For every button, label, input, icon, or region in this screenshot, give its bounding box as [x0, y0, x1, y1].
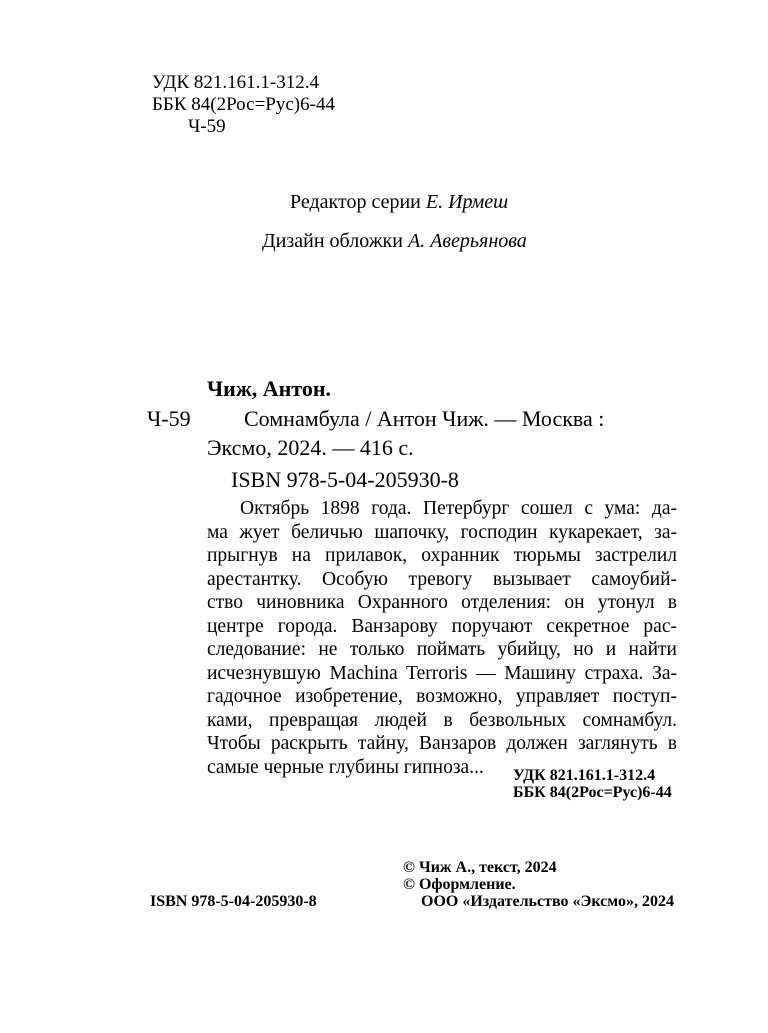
series-editor-name: Е. Ирмеш: [425, 191, 509, 213]
isbn-entry: ISBN 978-5-04-205930-8: [231, 467, 459, 492]
cover-design-label: Дизайн обложки: [262, 230, 403, 252]
annotation-line: ками, превращая людей в безвольных сомнамбул.: [207, 709, 677, 731]
bbk-code: ББК 84(2Рос=Рус)6-44: [152, 94, 335, 115]
series-editor-label: Редактор серии: [290, 191, 421, 213]
cover-design-name: А. Аверьянова: [407, 230, 527, 252]
cover-design-credit: [262, 230, 527, 253]
copyright-design: © Оформление.: [403, 876, 516, 893]
author-heading: Чиж, Антон.: [207, 376, 332, 401]
classification-block-bottom: [513, 767, 672, 801]
annotation-line: прыгнув на прилавок, охранник тюрьмы застрелил: [207, 545, 677, 566]
udk-code: УДК 821.161.1-312.4: [152, 72, 319, 93]
title-statement: Сомнамбула / Антон Чиж. — Москва :: [244, 406, 605, 431]
publication-statement: Эксмо, 2024. — 416 с.: [207, 435, 414, 460]
annotation-line: следование: не только поймать убийцу, но и найти: [207, 639, 677, 660]
annotation-line: ма жует беличью шапочку, господин кукарекает, за-: [207, 521, 677, 543]
copyright-publisher: ООО «Издательство «Эксмо», 2024: [421, 893, 674, 910]
annotation-line: ство чиновника Охранного отделения: он утонул в: [207, 592, 677, 613]
annotation-line: Чтобы раскрыть тайну, Ванзаров должен заглянуть в: [207, 733, 677, 754]
annotation-line: гадочное изобретение, возможно, управляет поступ-: [207, 686, 677, 707]
annotation-line: самые черные глубины гипноза...: [207, 756, 484, 778]
udk-code: УДК 821.161.1-312.4: [513, 767, 656, 784]
annotation-paragraph: [207, 497, 677, 779]
classification-block-top: [152, 72, 335, 138]
annotation-line: центре города. Ванзарову поручают секретное рас-: [207, 615, 677, 637]
cutter-code: Ч-59: [188, 116, 226, 137]
copyright-block: [403, 859, 674, 910]
annotation-line: арестантку. Особую тревогу вызывает самоубий-: [207, 568, 677, 590]
cutter-mark: Ч-59: [147, 406, 191, 431]
annotation-line: Октябрь 1898 года. Петербург сошел с ума: да-: [240, 498, 677, 519]
annotation-line: исчезнувшую Machina Terroris — Машину страха. За-: [207, 662, 677, 684]
isbn-footer: ISBN 978-5-04-205930-8: [150, 893, 317, 910]
copyright-text: © Чиж А., текст, 2024: [403, 859, 557, 876]
bbk-code: ББК 84(2Рос=Рус)6-44: [513, 784, 672, 801]
series-editor-credit: [290, 191, 508, 214]
